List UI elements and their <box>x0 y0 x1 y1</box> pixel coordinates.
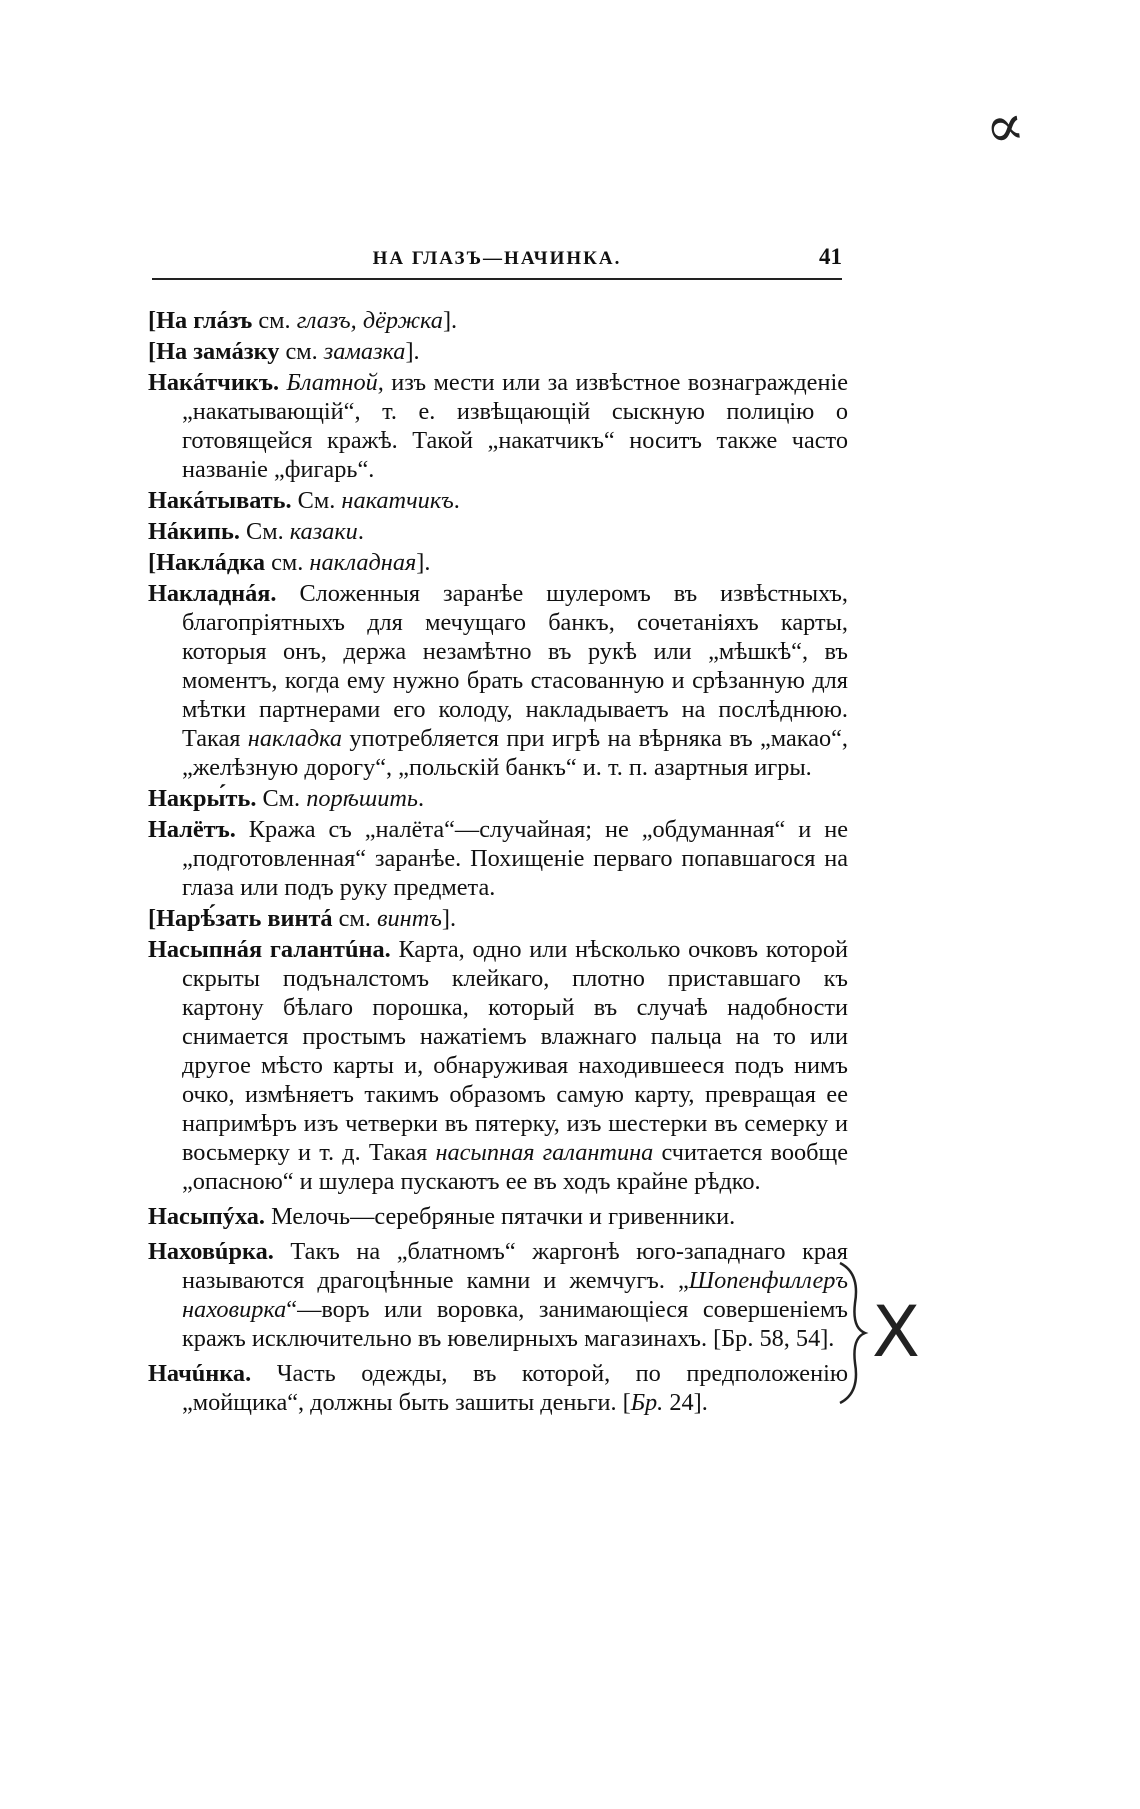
entry-tail: считается вообще „опасною“ и шулера пускаютъ ее въ ходъ крайне рѣдко. <box>182 1139 849 1195</box>
entry <box>148 337 848 366</box>
entry-tail: “—воръ или воровка, занимающіеся совершеніемъ кражъ исключительно въ ювелирныхъ магазинахъ. [Бр. 58, 54]. <box>182 1296 848 1352</box>
entry-text: см. <box>252 307 297 334</box>
entry-text: Кража съ „налёта“—случайная; не „обдуманная“ и не „подготовленная“ заранѣе. Похищеніе перваго попавшагося на глаза или подъ руку предмета. <box>182 816 848 901</box>
headword: Насыпýха. <box>148 1203 265 1230</box>
headword: Накáтчикъ. <box>148 369 280 396</box>
entry-text <box>279 369 286 396</box>
entry-tail: ]. <box>416 549 431 576</box>
headword: Налётъ. <box>148 816 236 843</box>
cross-reference: порѣшить <box>306 785 418 812</box>
running-title: НА ГЛАЗЪ—НАЧИНКА. <box>372 248 622 269</box>
headword: [На замáзку <box>148 338 280 365</box>
entry <box>148 368 848 484</box>
entry <box>148 1359 848 1417</box>
margin-brace-annotation <box>830 1258 940 1408</box>
page-number: 41 <box>819 244 842 269</box>
headword: Накáтывать. <box>148 487 292 514</box>
entry-text: Мелочь—серебряные пятачки и гривенники. <box>265 1203 736 1230</box>
cross-reference: накатчикъ <box>341 487 454 514</box>
cross-reference: Шопенфиллеръ наховирка <box>182 1267 848 1323</box>
entry-tail: ]. <box>441 905 457 932</box>
entry-text: См. <box>291 487 342 514</box>
cross-reference: Блатной, <box>286 369 384 396</box>
entry <box>148 904 848 933</box>
entry <box>148 548 848 577</box>
cross-reference: накладная <box>309 549 417 576</box>
dictionary-entries <box>148 306 848 1419</box>
page-header <box>152 244 842 280</box>
entry-text: Карта, одно или нѣсколько очковъ которой скрыты подъналстомъ клейкаго, плотно приставшаго къ картону бѣлаго порошка, который въ случаѣ надобности снимается простымъ нажатіемъ влажнаго пальца на то или другое мѣсто карты и, обнаруживая находившееся подъ нимъ очко, измѣняетъ такимъ образомъ самую карту, превращая ее напримѣръ изъ четверки въ пятерку, изъ шестерки въ семерку и восьмерку и т. д. Такая <box>182 936 848 1166</box>
headword: [Нарѣ́зать винтá <box>148 905 333 932</box>
headword: Наховúрка. <box>148 1238 274 1265</box>
entry <box>148 517 848 546</box>
entry <box>148 1202 848 1231</box>
entry-tail: изъ мести или за извѣстное вознагражденіе „накатывающій“, т. е. извѣщающій сыскную полицію о готовящейся кражѣ. Такой „накатчикъ“ носитъ также часто названіе „фигарь“. <box>182 369 848 483</box>
cross-reference: замазка <box>323 338 406 365</box>
cross-reference: винтъ <box>376 905 442 932</box>
margin-x-mark: X <box>872 1291 920 1373</box>
entry-text: См. <box>239 518 290 545</box>
headword: Насыпнáя галантúна. <box>148 936 391 963</box>
entry-tail: ]. <box>405 338 420 365</box>
cross-reference: накладка <box>247 725 343 752</box>
cross-reference: насыпная галантина <box>435 1139 654 1166</box>
entry-tail: ]. <box>442 307 458 334</box>
cross-reference: Бр. <box>630 1389 664 1416</box>
headword: [На глáзъ <box>148 307 253 334</box>
entry-text: См. <box>256 785 307 812</box>
entry <box>148 579 848 782</box>
entry-tail: . <box>357 518 364 545</box>
cross-reference: глазъ, дёржка <box>296 307 443 334</box>
margin-alpha-mark: ∝ <box>980 89 1029 163</box>
entry <box>148 306 848 335</box>
entry-text: Сложенныя заранѣе шулеромъ въ извѣстныхъ, благопріятныхъ для мечущаго банкъ, сочетаніяхъ карты, которыя онъ, держа незамѣтно въ рукѣ или „мѣшкѣ“, въ моментъ, когда ему нужно брать стасованную и срѣзанную для мѣтки партнерами его колоду, накладываетъ на послѣднюю. Такая <box>182 580 848 752</box>
entry-text: см. <box>265 549 310 576</box>
entry <box>148 1237 848 1353</box>
headword: Накры́ть. <box>148 785 257 812</box>
entry-tail: . <box>417 785 425 812</box>
headword: Накладнáя. <box>148 580 277 607</box>
entry <box>148 486 848 515</box>
entry-tail: 24]. <box>663 1389 708 1416</box>
entry <box>148 815 848 902</box>
entry-text: см. <box>332 905 377 932</box>
cross-reference: казаки <box>289 518 358 545</box>
entry-tail: употребляется при игрѣ на вѣрняка въ „макао“, „желѣзную дорогу“, „польскій банкъ“ и. т. п. азартныя игры. <box>182 725 848 781</box>
headword: Нáкипь. <box>148 518 240 545</box>
headword: Начúнка. <box>148 1360 252 1387</box>
entry-text: Часть одежды, въ которой, по предположенію „мойщика“, должны быть зашиты деньги. [ <box>182 1360 848 1416</box>
entry <box>148 935 848 1196</box>
entry-tail: . <box>453 487 460 514</box>
entry <box>148 784 848 813</box>
entry-text: см. <box>279 338 324 365</box>
entry-text: Такъ на „блатномъ“ жаргонѣ юго-западнаго края называются драгоцѣнные камни и жемчугъ. „ <box>182 1238 848 1294</box>
headword: [Наклáдка <box>148 549 265 576</box>
